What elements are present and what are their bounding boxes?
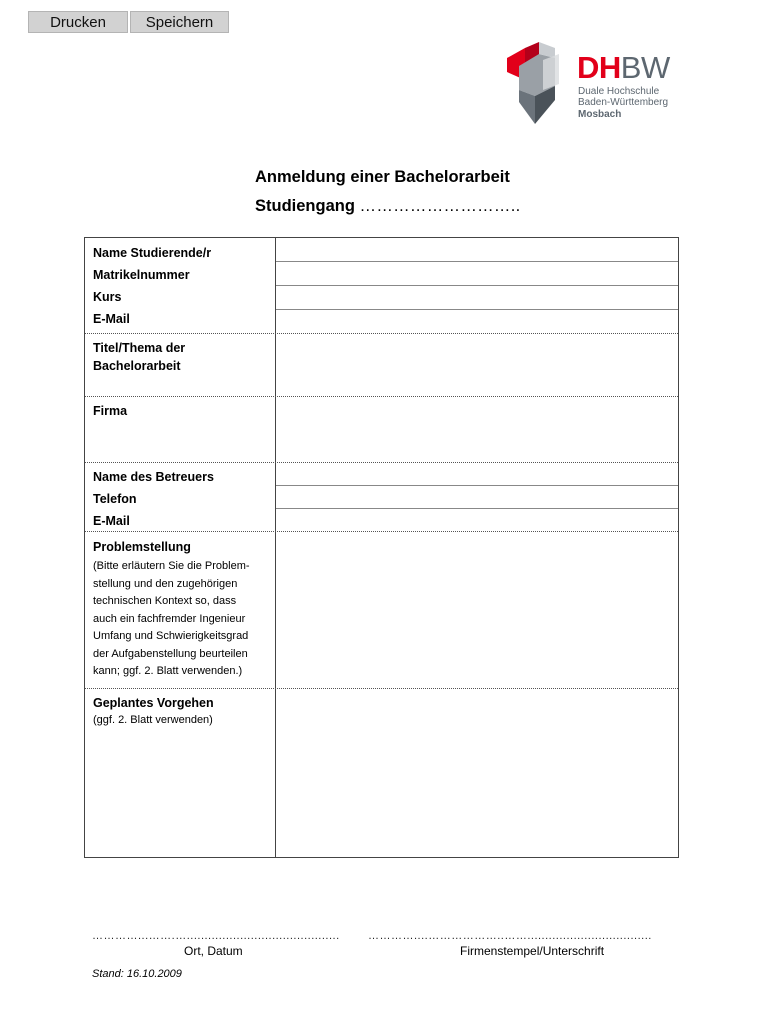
logo-line2: Baden-Württemberg <box>578 97 669 108</box>
version-note: Stand: 16.10.2009 <box>92 968 182 980</box>
stamp-signature-line: …………....………………..……................................... <box>368 930 652 942</box>
supervisor-phone-label: Telefon <box>93 492 137 506</box>
student-name-label: Name Studierende/r <box>93 246 212 260</box>
problem-note-line: (Bitte erläutern Sie die Problem- <box>93 560 250 572</box>
subtitle-label: Studiengang <box>255 197 355 215</box>
matrikel-field[interactable] <box>277 262 677 285</box>
supervisor-phone-field[interactable] <box>277 486 677 508</box>
logo-wordmark-grey: BW <box>620 50 670 85</box>
page-title: Anmeldung einer Bachelorarbeit <box>255 168 510 186</box>
problem-note-line: kann; ggf. 2. Blatt verwenden.) <box>93 665 243 677</box>
stamp-signature-label: Firmenstempel/Unterschrift <box>460 944 605 958</box>
print-button[interactable]: Drucken <box>28 11 128 33</box>
matrikel-label: Matrikelnummer <box>93 268 190 282</box>
company-field[interactable] <box>277 397 677 462</box>
page-subtitle <box>255 197 520 216</box>
logo-line1: Duale Hochschule <box>578 86 660 97</box>
problem-note-line: stellung und den zugehörigen <box>93 577 238 590</box>
registration-form <box>84 237 679 858</box>
place-date-line: …………...…….…........................................... <box>92 930 340 942</box>
student-name-field[interactable] <box>277 238 677 261</box>
problem-note-line: auch ein fachfremder Ingenieur <box>93 612 246 625</box>
subtitle-dots: ……………………….. <box>359 197 521 215</box>
problem-note <box>93 558 269 681</box>
problem-label: Problemstellung <box>93 540 191 554</box>
plan-label: Geplantes Vorgehen <box>93 696 214 710</box>
plan-field[interactable] <box>277 689 677 857</box>
kurs-label: Kurs <box>93 290 122 304</box>
save-button[interactable]: Speichern <box>130 11 229 33</box>
column-divider <box>275 238 276 857</box>
problem-note-line: Umfang und Schwierigkeitsgrad <box>93 630 249 642</box>
student-email-label: E-Mail <box>93 312 130 326</box>
company-label: Firma <box>93 404 128 418</box>
problem-note-line: technischen Kontext so, dass <box>93 595 237 607</box>
thesis-title-label-line2: Bachelorarbeit <box>93 359 181 373</box>
plan-note: (ggf. 2. Blatt verwenden) <box>93 714 213 726</box>
logo-wordmark-red: DH <box>577 50 621 85</box>
supervisor-email-label: E-Mail <box>93 514 130 528</box>
supervisor-name-field[interactable] <box>277 463 677 485</box>
supervisor-name-label: Name des Betreuers <box>93 470 214 484</box>
kurs-field[interactable] <box>277 286 677 309</box>
logo-campus: Mosbach <box>578 109 622 120</box>
problem-field[interactable] <box>277 532 677 687</box>
place-date-label: Ort, Datum <box>184 944 243 958</box>
supervisor-email-field[interactable] <box>277 509 677 531</box>
student-email-field[interactable] <box>277 310 677 333</box>
logo-wordmark <box>577 52 670 84</box>
problem-note-line: der Aufgabenstellung beurteilen <box>93 647 248 660</box>
thesis-title-label-line1: Titel/Thema der <box>93 341 186 355</box>
thesis-title-field[interactable] <box>277 334 677 396</box>
